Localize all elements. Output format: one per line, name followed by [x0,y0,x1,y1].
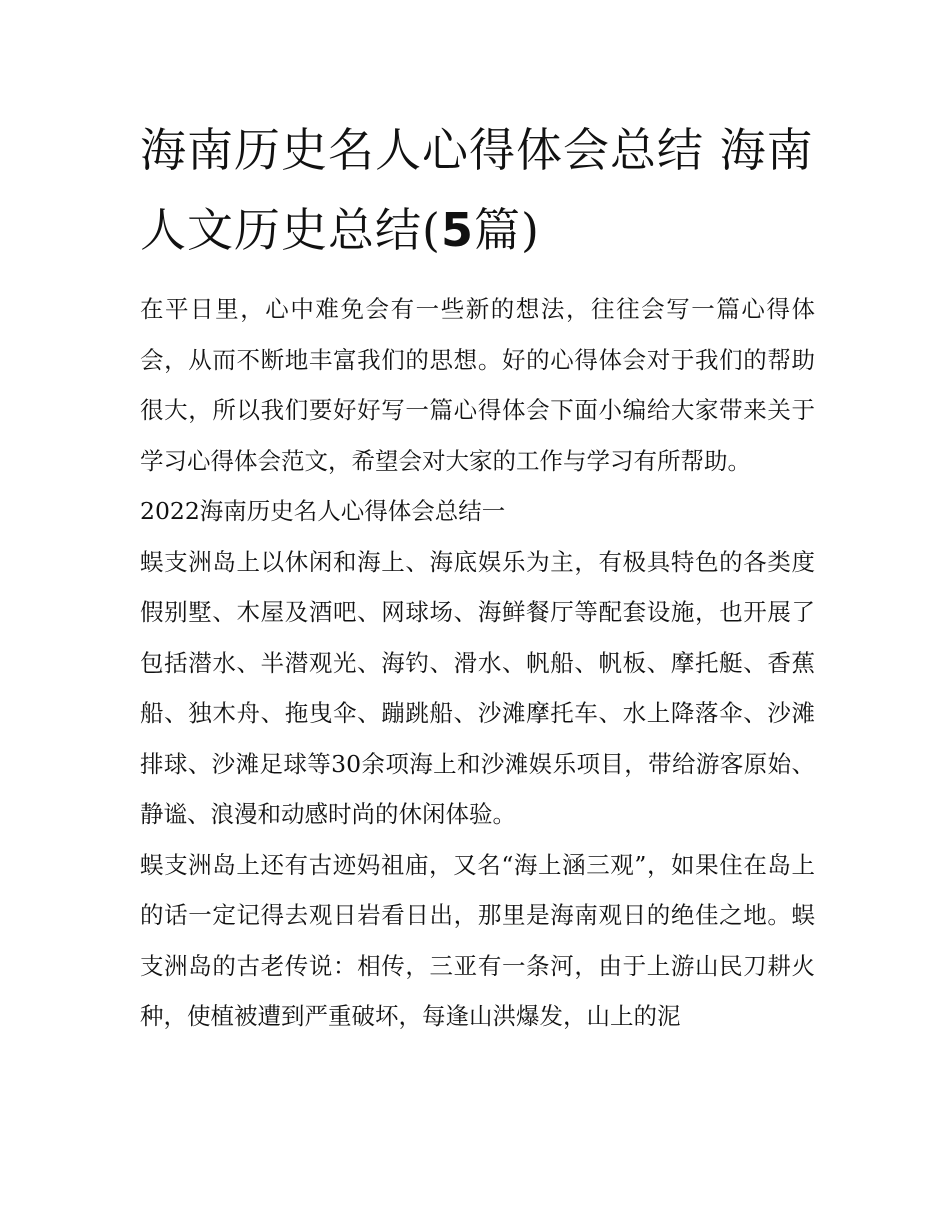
title-count: 5 [440,203,474,257]
section-heading: 2022海南历史名人心得体会总结一 [140,497,506,525]
body-paragraph-2: 蜈支洲岛上还有古迹妈祖庙，又名“海上涵三观”，如果住在岛上的话一定记得去观日岩看日出，那里是海南观日的绝佳之地。蜈支洲岛的古老传说：相传，三亚有一条河，由于上游山民刀耕火种，使植被遭到严重破坏，每逢山洪爆发，山上的泥 [140,850,815,1030]
title-tail: 篇) [473,203,540,257]
body-paragraph-1: 蜈支洲岛上以休闲和海上、海底娱乐为主，有极具特色的各类度假别墅、木屋及酒吧、网球场、海鲜餐厅等配套设施，也开展了包括潜水、半潜观光、海钓、滑水、帆船、帆板、摩托艇、香蕉船、独木舟、拖曳伞、蹦跳船、沙滩摩托车、水上降落伞、沙滩排球、沙滩足球等30余项海上和沙滩娱乐项目，带给游客原始、静谧、浪漫和动感时尚的休闲体验。 [140,547,815,828]
title-main: 海南历史名人心得体会总结 海南人文历史总结( [140,123,814,257]
document-page [140,110,815,1042]
intro-paragraph: 在平日里，心中难免会有一些新的想法，往往会写一篇心得体会，从而不断地丰富我们的思想。好的心得体会对于我们的帮助很大，所以我们要好好写一篇心得体会下面小编给大家带来关于学习心得体会范文，希望会对大家的工作与学习有所帮助。 [140,295,815,475]
document-title [140,110,815,270]
